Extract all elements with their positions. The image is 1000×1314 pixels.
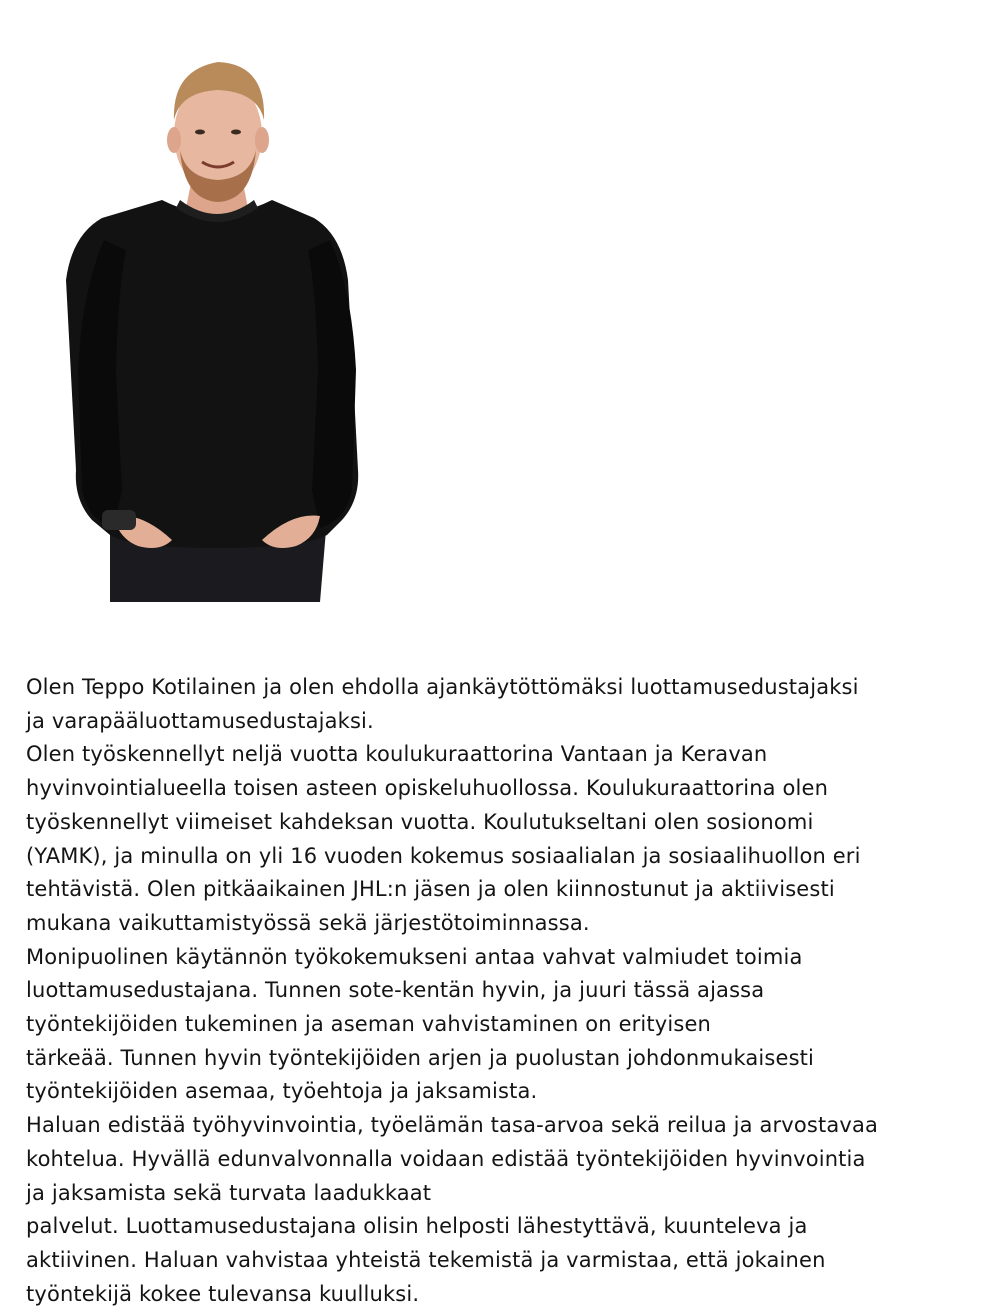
bio-line: mukana vaikuttamistyössä sekä järjestötoiminnassa.: [26, 910, 590, 935]
bio-line: Monipuolinen käytännön työkokemukseni antaa vahvat valmiudet toimia: [26, 944, 803, 969]
right-eye-shape: [231, 130, 241, 135]
bio-line: tärkeää. Tunnen hyvin työntekijöiden arjen ja puolustan johdonmukaisesti: [26, 1045, 815, 1070]
bio-line: (YAMK), ja minulla on yli 16 vuoden kokemus sosiaalialan ja sosiaalihuollon eri: [26, 843, 861, 868]
bio-line: työntekijöiden tukeminen ja aseman vahvistaminen on erityisen: [26, 1012, 711, 1037]
bio-line: Olen työskennellyt neljä vuotta koulukuraattorina Vantaan ja Keravan: [26, 742, 768, 767]
bio-line: hyvinvointialueella toisen asteen opiskeluhuollossa. Koulukuraattorina olen: [26, 776, 829, 801]
left-ear-shape: [167, 127, 181, 153]
bio-line: ja jaksamista sekä turvata laadukkaat: [26, 1180, 432, 1205]
bio-line: aktiivinen. Haluan vahvistaa yhteistä tekemistä ja varmistaa, että jokainen: [26, 1247, 826, 1272]
bio-line: ja varapääluottamusedustajaksi.: [26, 708, 374, 733]
bio-line: kohtelua. Hyvällä edunvalvonnalla voidaan edistää työntekijöiden hyvinvointia: [26, 1146, 866, 1171]
bio-line: palvelut. Luottamusedustajana olisin helposti lähestyttävä, kuunteleva ja: [26, 1214, 808, 1239]
bio-line: työskennellyt viimeiset kahdeksan vuotta. Koulutukseltani olen sosionomi: [26, 809, 814, 834]
bio-line: tehtävistä. Olen pitkäaikainen JHL:n jäsen ja olen kiinnostunut ja aktiivisesti: [26, 877, 835, 902]
bio-line: työntekijä kokee tulevansa kuulluksi.: [26, 1281, 420, 1306]
bio-text: [26, 671, 976, 1311]
bio-line: Olen Teppo Kotilainen ja olen ehdolla ajankäytöttömäksi luottamusedustajaksi: [26, 675, 859, 699]
bio-line: luottamusedustajana. Tunnen sote-kentän hyvin, ja juuri tässä ajassa: [26, 978, 765, 1003]
left-eye-shape: [195, 130, 205, 135]
person-portrait-photo-icon: [52, 50, 382, 605]
bio-line: Haluan edistää työhyvinvointia, työelämän tasa-arvoa sekä reilua ja arvostavaa: [26, 1113, 878, 1138]
right-ear-shape: [255, 127, 269, 153]
bio-line: työntekijöiden asemaa, työehtoja ja jaksamista.: [26, 1079, 538, 1104]
watch-shape: [102, 510, 136, 530]
portrait-photo: [52, 50, 382, 605]
